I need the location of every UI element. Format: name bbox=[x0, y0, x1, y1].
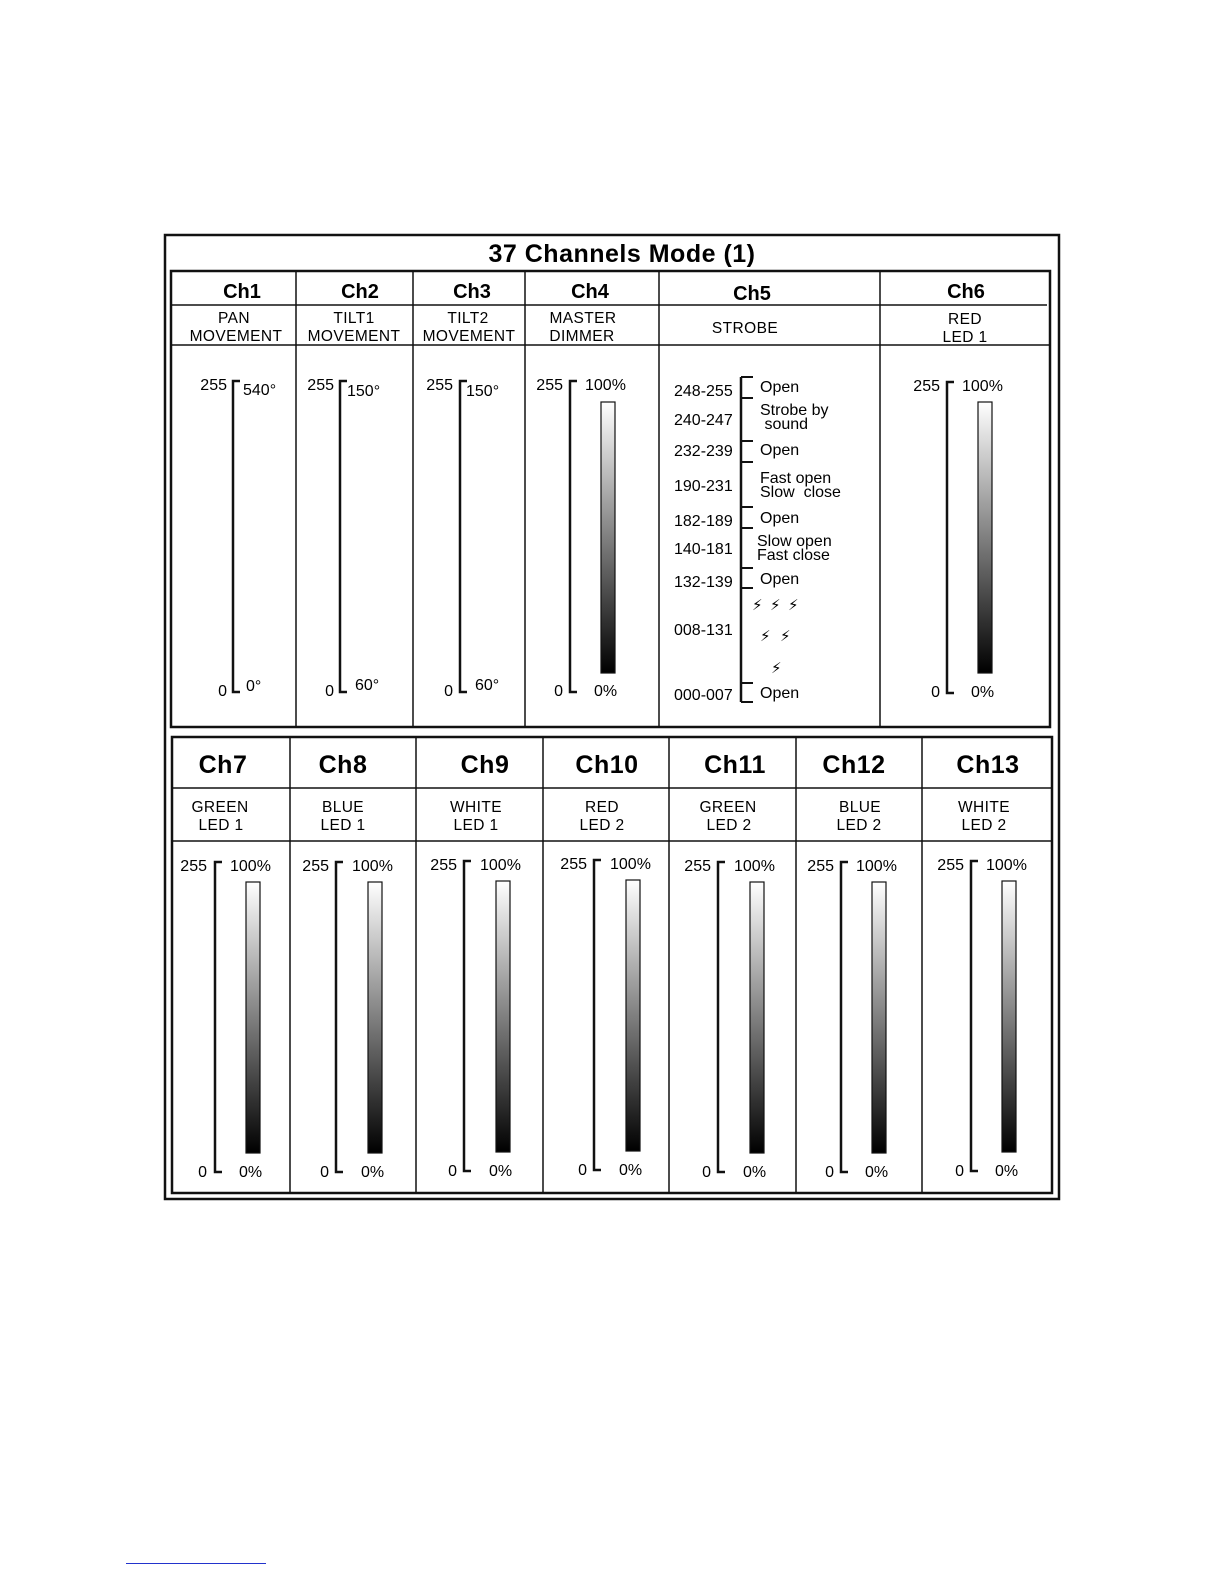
channel-number: Ch7 bbox=[198, 751, 248, 779]
dmx-bottom-label: 0 bbox=[554, 683, 563, 700]
function-line-2: DIMMER bbox=[549, 328, 615, 345]
channel-ch12 bbox=[807, 751, 897, 1181]
range-bracket bbox=[718, 862, 725, 1172]
strobe-speed-icons bbox=[752, 596, 799, 677]
top-value: 100% bbox=[734, 858, 775, 875]
function-line-1: RED bbox=[948, 311, 982, 328]
dmx-top-label: 255 bbox=[430, 857, 457, 874]
range-bracket bbox=[570, 381, 577, 692]
channel-number: Ch9 bbox=[460, 751, 510, 779]
function-line-2: LED 1 bbox=[320, 817, 366, 834]
bottom-value: 60° bbox=[475, 677, 500, 694]
lightning-icon: ⚡ bbox=[788, 596, 799, 614]
strobe-range: 182-189 bbox=[674, 513, 733, 530]
intensity-gradient-bar bbox=[246, 882, 260, 1153]
channel-number: Ch2 bbox=[341, 281, 379, 303]
function-line-1: WHITE bbox=[958, 799, 1010, 816]
strobe-label: Open bbox=[760, 510, 800, 527]
function-line-2: LED 2 bbox=[961, 817, 1007, 834]
channel-ch11 bbox=[684, 751, 775, 1181]
top-value: 100% bbox=[585, 377, 626, 394]
strobe-range: 008-131 bbox=[674, 622, 733, 639]
bottom-value: 60° bbox=[355, 677, 380, 694]
dmx-top-label: 255 bbox=[684, 858, 711, 875]
channel-number: Ch5 bbox=[733, 283, 771, 305]
strobe-range: 190-231 bbox=[674, 478, 733, 495]
intensity-gradient-bar bbox=[601, 402, 615, 673]
strobe-label: Open bbox=[760, 685, 800, 702]
lightning-icon: ⚡ bbox=[770, 596, 781, 614]
function-line-1: MASTER bbox=[549, 310, 617, 327]
strobe-range: 000-007 bbox=[674, 687, 733, 704]
top-value: 100% bbox=[986, 857, 1027, 874]
top-value: 100% bbox=[610, 856, 651, 873]
range-bracket bbox=[971, 861, 978, 1171]
dmx-top-label: 255 bbox=[426, 377, 453, 394]
channel-number: Ch4 bbox=[571, 281, 609, 303]
intensity-gradient-bar bbox=[626, 880, 640, 1151]
dmx-bottom-label: 0 bbox=[931, 684, 940, 701]
intensity-gradient-bar bbox=[496, 881, 510, 1152]
top-value: 100% bbox=[230, 858, 271, 875]
top-value: 150° bbox=[466, 383, 500, 400]
dmx-bottom-label: 0 bbox=[325, 683, 334, 700]
range-bracket bbox=[464, 861, 471, 1171]
lightning-icon: ⚡ bbox=[780, 627, 791, 645]
function-line-1: GREEN bbox=[699, 799, 757, 816]
function-line-2: LED 1 bbox=[198, 817, 244, 834]
strobe-label: Strobe by bbox=[760, 402, 829, 419]
intensity-gradient-bar bbox=[750, 882, 764, 1153]
dmx-bottom-label: 0 bbox=[578, 1162, 587, 1179]
channel-ch5 bbox=[674, 283, 841, 704]
bottom-value: 0% bbox=[995, 1163, 1019, 1180]
function-line-1: TILT2 bbox=[447, 310, 489, 327]
top-value: 150° bbox=[347, 383, 381, 400]
channel-ch2 bbox=[307, 281, 400, 700]
dmx-top-label: 255 bbox=[307, 377, 334, 394]
strobe-ticks bbox=[741, 377, 753, 702]
range-bracket bbox=[340, 381, 347, 692]
dmx-bottom-label: 0 bbox=[955, 1163, 964, 1180]
strobe-label: Open bbox=[760, 442, 800, 459]
strobe-label: Slow close bbox=[760, 484, 841, 501]
range-bracket bbox=[215, 862, 222, 1172]
top-value: 100% bbox=[352, 858, 393, 875]
strobe-label: Fast open bbox=[760, 470, 832, 487]
channel-number: Ch12 bbox=[822, 751, 886, 779]
dmx-bottom-label: 0 bbox=[198, 1164, 207, 1181]
range-bracket bbox=[594, 860, 601, 1170]
bottom-value: 0% bbox=[594, 683, 618, 700]
dmx-top-label: 255 bbox=[913, 378, 940, 395]
strobe-label: Slow open bbox=[757, 533, 832, 550]
strobe-range-labels bbox=[674, 383, 733, 704]
strobe-range: 248-255 bbox=[674, 383, 733, 400]
top-value: 100% bbox=[856, 858, 897, 875]
bottom-value: 0% bbox=[619, 1162, 643, 1179]
channel-number: Ch11 bbox=[704, 751, 766, 779]
function-line-2: LED 2 bbox=[836, 817, 882, 834]
strobe-function-labels bbox=[757, 379, 841, 702]
bottom-value: 0% bbox=[239, 1164, 263, 1181]
top-value: 100% bbox=[480, 857, 521, 874]
dmx-top-label: 255 bbox=[200, 377, 227, 394]
function-line-1: RED bbox=[585, 799, 619, 816]
dmx-bottom-label: 0 bbox=[444, 683, 453, 700]
function-line-2: LED 2 bbox=[706, 817, 752, 834]
range-bracket bbox=[947, 382, 954, 693]
channel-number: Ch13 bbox=[956, 751, 1020, 779]
channel-ch1 bbox=[190, 281, 283, 700]
function-line-2: MOVEMENT bbox=[307, 328, 401, 345]
range-bracket bbox=[841, 862, 848, 1172]
top-value: 100% bbox=[962, 378, 1003, 395]
intensity-gradient-bar bbox=[872, 882, 886, 1153]
bottom-value: 0% bbox=[743, 1164, 767, 1181]
footer-link-underline[interactable] bbox=[126, 1563, 266, 1564]
channel-number: Ch6 bbox=[947, 281, 985, 303]
function-line-1: WHITE bbox=[450, 799, 502, 816]
lightning-icon: ⚡ bbox=[760, 627, 771, 645]
channel-ch7 bbox=[180, 751, 271, 1181]
strobe-range: 232-239 bbox=[674, 443, 733, 460]
strobe-label: Fast close bbox=[757, 547, 830, 564]
intensity-gradient-bar bbox=[368, 882, 382, 1153]
intensity-gradient-bar bbox=[1002, 881, 1016, 1152]
dmx-bottom-label: 0 bbox=[320, 1164, 329, 1181]
channel-number: Ch1 bbox=[223, 281, 261, 303]
function-line-1: TILT1 bbox=[333, 310, 375, 327]
dmx-bottom-label: 0 bbox=[825, 1164, 834, 1181]
bottom-value: 0% bbox=[489, 1163, 513, 1180]
dmx-top-label: 255 bbox=[937, 857, 964, 874]
function-line-1: GREEN bbox=[191, 799, 249, 816]
strobe-range: 132-139 bbox=[674, 574, 733, 591]
dmx-top-label: 255 bbox=[560, 856, 587, 873]
range-bracket bbox=[460, 381, 467, 692]
dmx-top-label: 255 bbox=[536, 377, 563, 394]
range-bracket bbox=[233, 381, 240, 692]
function-line-2: MOVEMENT bbox=[422, 328, 516, 345]
dmx-top-label: 255 bbox=[807, 858, 834, 875]
dmx-bottom-label: 0 bbox=[702, 1164, 711, 1181]
function-line-2: MOVEMENT bbox=[189, 328, 283, 345]
channel-ch9 bbox=[430, 751, 521, 1180]
bottom-value: 0% bbox=[971, 684, 995, 701]
channel-ch8 bbox=[302, 751, 393, 1181]
channel-ch4 bbox=[536, 281, 626, 700]
channel-ch13 bbox=[937, 751, 1027, 1180]
page-title: 37 Channels Mode (1) bbox=[488, 240, 756, 268]
bottom-value: 0% bbox=[361, 1164, 385, 1181]
channel-number: Ch3 bbox=[453, 281, 491, 303]
channel-ch10 bbox=[560, 751, 651, 1179]
channel-ch6 bbox=[913, 281, 1003, 701]
channel-number: Ch8 bbox=[318, 751, 368, 779]
function-line-2: LED 2 bbox=[579, 817, 625, 834]
dmx-top-label: 255 bbox=[302, 858, 329, 875]
function-line-1: BLUE bbox=[838, 799, 882, 816]
dmx-top-label: 255 bbox=[180, 858, 207, 875]
function-line-2: LED 1 bbox=[453, 817, 499, 834]
strobe-label: Open bbox=[760, 379, 800, 396]
dmx-bottom-label: 0 bbox=[448, 1163, 457, 1180]
strobe-label: Open bbox=[760, 571, 800, 588]
lightning-icon: ⚡ bbox=[771, 659, 782, 677]
strobe-range: 140-181 bbox=[674, 541, 733, 558]
function-line-2: LED 1 bbox=[942, 329, 988, 346]
strobe-label: sound bbox=[760, 416, 809, 433]
range-bracket bbox=[336, 862, 343, 1172]
channel-number: Ch10 bbox=[575, 751, 639, 779]
function-line-1: STROBE bbox=[711, 320, 779, 337]
intensity-gradient-bar bbox=[978, 402, 992, 673]
top-value: 540° bbox=[243, 382, 277, 399]
function-line-1: PAN bbox=[218, 310, 250, 327]
dmx-bottom-label: 0 bbox=[218, 683, 227, 700]
lightning-icon: ⚡ bbox=[752, 596, 763, 614]
channel-ch3 bbox=[423, 281, 516, 700]
strobe-range: 240-247 bbox=[674, 412, 733, 429]
function-line-1: BLUE bbox=[321, 799, 365, 816]
bottom-value: 0% bbox=[865, 1164, 889, 1181]
bottom-value: 0° bbox=[246, 678, 262, 695]
